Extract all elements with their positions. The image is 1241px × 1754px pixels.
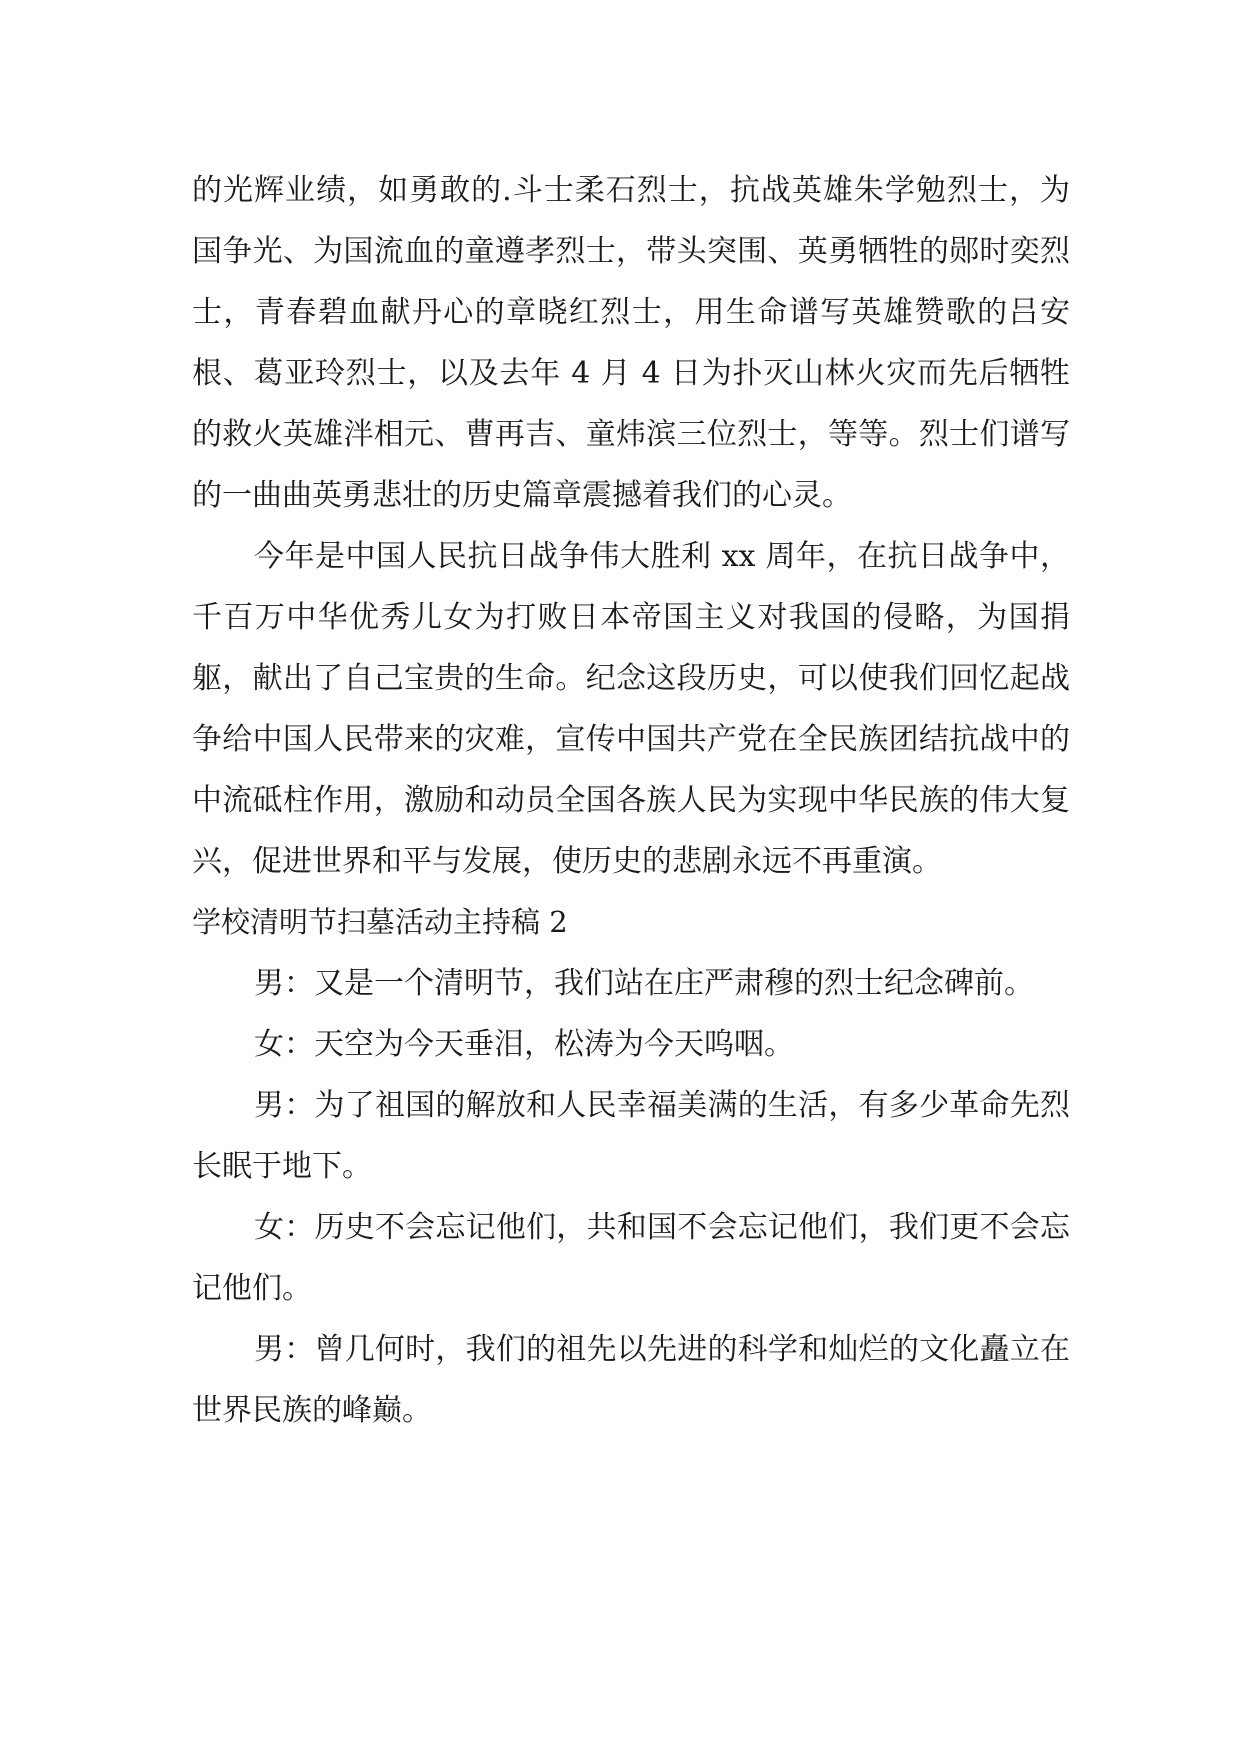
dialogue-line: 女：天空为今天垂泪，松涛为今天呜咽。: [254, 1027, 794, 1062]
dialogue-line: 女：历史不会忘记他们，共和国不会忘记他们，我们更不会忘记他们。: [192, 1210, 1070, 1306]
paragraph-martyrs-deeds: 的光辉业绩，如勇敢的.斗士柔石烈士，抗战英雄朱学勉烈士，为国争光、为国流血的童遵孝烈士，带头突围、英勇牺牲的郧时奕烈士，青春碧血献丹心的章晓红烈士，用生命谱写英雄赞歌的吕安根、葛亚玲烈士，以及去年 4 月 4 日为扑灭山林火灾而先后牺牲的救火英雄泮相元、曹再吉、童炜滨三位烈士，等等。烈士们谱写的一曲曲英勇悲壮的历史篇章震撼着我们的心灵。: [192, 173, 1070, 513]
dialogue-line: 男：曾几何时，我们的祖先以先进的科学和灿烂的文化矗立在世界民族的峰巅。: [192, 1332, 1070, 1428]
dialogue-line: 男：又是一个清明节，我们站在庄严肃穆的烈士纪念碑前。: [254, 966, 1034, 1001]
document-body: [192, 160, 1070, 1441]
paragraph-anniversary: 今年是中国人民抗日战争伟大胜利 xx 周年，在抗日战争中，千百万中华优秀儿女为打败日本帝国主义对我国的侵略，为国捐躯，献出了自己宝贵的生命。纪念这段历史，可以使我们回忆起战争给中国人民带来的灾难，宣传中国共产党在全民族团结抗战中的中流砥柱作用，激励和动员全国各族人民为实现中华民族的伟大复兴，促进世界和平与发展，使历史的悲剧永远不再重演。: [192, 539, 1070, 879]
section-title: 学校清明节扫墓活动主持稿 2: [192, 905, 568, 939]
dialogue-line: 男：为了祖国的解放和人民幸福美满的生活，有多少革命先烈长眠于地下。: [192, 1088, 1070, 1184]
